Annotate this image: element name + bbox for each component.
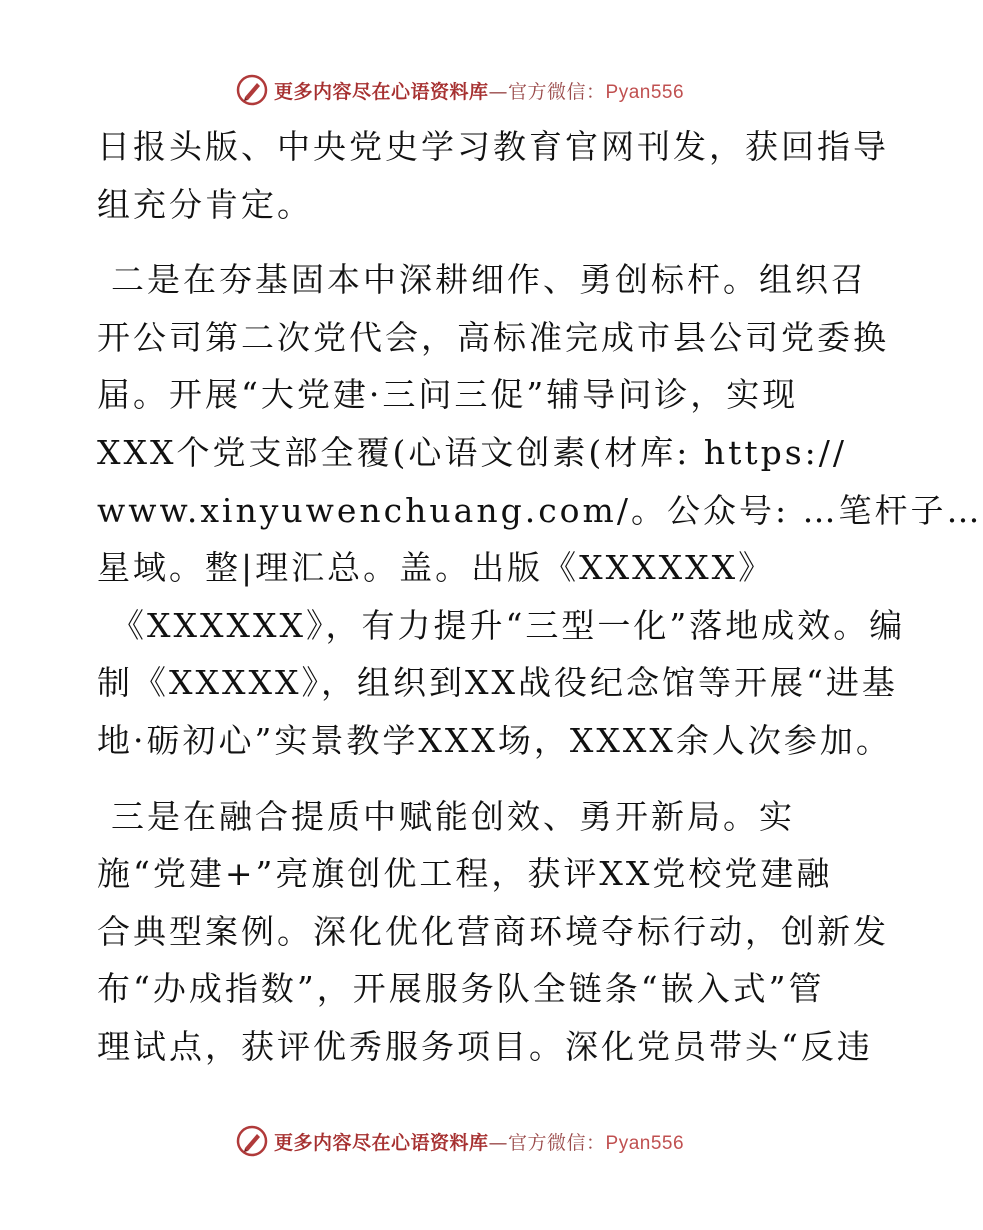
text-line: 合典型案例。深化优化营商环境夺标行动，创新发: [97, 911, 889, 951]
watermark-main: 更多内容尽在心语资料库: [274, 80, 489, 103]
text-line: 布“办成指数”，开展服务队全链条“嵌入式”管: [97, 969, 825, 1009]
paragraph-2: [97, 251, 983, 769]
watermark-sub: —官方微信：: [488, 1131, 606, 1154]
text-line: 三是在融合提质中赋能创效、勇开新局。实: [111, 796, 795, 836]
watermark-id: Pyan556: [605, 1132, 685, 1154]
text-line: 届。开展“大党建·三问三促”辅导问诊，实现: [97, 375, 799, 415]
pen-logo-icon: [236, 1125, 268, 1157]
document-body: [97, 118, 983, 1076]
watermark-id: Pyan556: [605, 81, 685, 103]
watermark-text: [274, 77, 684, 104]
text-line: 制《XXXXX》，组织到XX战役纪念馆等开展“进基: [97, 663, 898, 703]
watermark-main: 更多内容尽在心语资料库: [274, 1131, 489, 1154]
pen-logo-icon: [236, 74, 268, 106]
text-line: 理试点，获评优秀服务项目。深化党员带头“反违: [97, 1026, 873, 1066]
text-line: 星域。整|理汇总。盖。出版《XXXXXX》: [97, 548, 775, 588]
text-line: 日报头版、中央党史学习教育官网刊发，获回指导: [97, 127, 889, 166]
text-line: 施“党建+”亮旗创优工程，获评XX党校党建融: [97, 854, 833, 894]
watermark-sub: —官方微信：: [488, 80, 606, 103]
text-line: 《XXXXXX》，有力提升“三型一化”落地成效。编: [111, 605, 906, 645]
text-line: 地·砺初心”实景教学XXX场，XXXX余人次参加。: [97, 720, 892, 760]
text-line: www.xinyuwenchuang.com/。公众号: …笔杆子…: [97, 490, 983, 530]
watermark-text: [274, 1128, 684, 1155]
text-line: 开公司第二次党代会，高标准完成市县公司党委换: [97, 317, 889, 357]
watermark-header: [236, 73, 684, 107]
paragraph-1: [97, 118, 889, 233]
text-line: XXX个党支部全覆(心语文创素(材库: https://: [97, 432, 848, 472]
paragraph-3: [97, 788, 889, 1076]
text-line: 二是在夯基固本中深耕细作、勇创标杆。组织召: [111, 260, 867, 300]
text-line: 组充分肯定。: [97, 184, 313, 224]
watermark-footer: [236, 1124, 684, 1158]
